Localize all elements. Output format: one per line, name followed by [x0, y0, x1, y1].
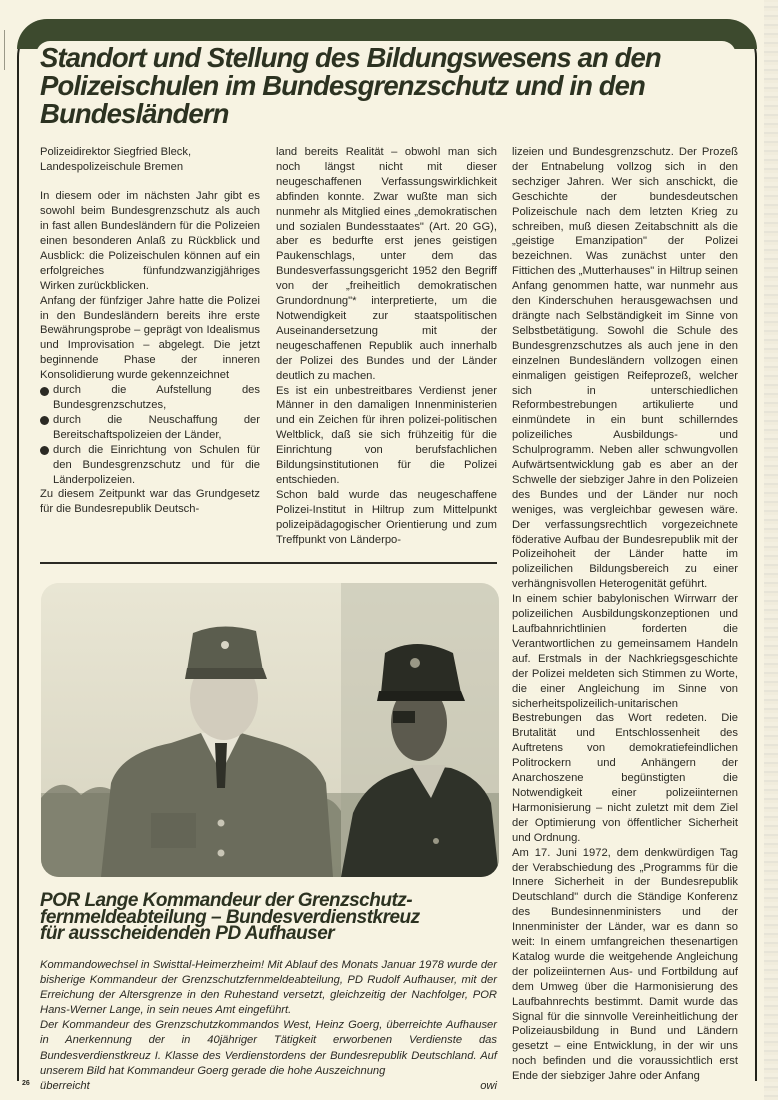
paragraph: Der Kommandeur des Grenzschutzkommandos West, Heinz Goerg, überreichte Aufhauser in Anerkennung der in 40jähriger Tätigkeit erworbenen Verdienste das Bundesverdienstkreuz I. Klasse des Verdienstordens der Bundesrepublik Deutschland. Auf unserem Bild hat Kommandeur Goerg gerade die hohe Auszeichnung — [40, 1019, 497, 1077]
article-column-2 — [276, 145, 497, 547]
paragraph: Kommandowechsel in Swisttal-Heimerzheim! Mit Ablauf des Monats Januar 1978 wurde der bisherige Kommandeur der Grenzschutzfernmeldeabteilung, PD Rudolf Aufhauser, mit der Erreichung der Altersgrenze in den Ruhestand versetzt, gleichzeitig der Nachfolger, POR Hans-Werner Lange, in sein neues Amt eingeführt. — [40, 959, 497, 1017]
bullet-item: durch die Aufstellung des Bundesgrenzschutzes, — [40, 383, 260, 413]
news-headline-line: für ausscheidenden PD Aufhauser — [40, 923, 335, 944]
paragraph: Es ist ein unbestreitbares Verdienst jener Männer in den damaligen Innenministerien und ein Zeichen für ihren polizei-politischen Weltblick, daß sie sich frühzeitig für die Einrichtung von berufsfachlichen Bildungsinstitutionen für die Polizei entschieden. — [276, 384, 497, 486]
paragraph: Zu diesem Zeitpunkt war das Grundgesetz für die Bundesrepublik Deutsch- — [40, 488, 260, 516]
headline-line: Standort und Stellung des Bildungswesens an den — [40, 42, 661, 73]
officers-photo-illustration — [41, 583, 499, 877]
article-column-1 — [40, 145, 260, 517]
author-byline — [40, 145, 260, 175]
paragraph: Am 17. Juni 1972, dem denkwürdigen Tag der Verabschiedung des „Programms für die Innere Sicherheit in der Bundesrepublik Deutschland" durch die Ständige Konferenz des Bundesinnenministers und der Innenminister der Länder, war es dann so weit: In einem umfangreichen thesenartigen Katalog wurde die weitgehende Angleichung der polizeiinternen Aus- und Fortbildung auf dem Umweg über die Harmonisierung des Laufbahnrechts bestimmt. Damit wurde das Signal für die sinnvolle Vereinheitlichung der Polizeiausbildung in Bund und Ländern gesetzt – eine Entwicklung, in der wir uns noch befinden und die voraussichtlich erst Ende der siebziger Jahre oder Anfang — [512, 846, 738, 1083]
paragraph: land bereits Realität – obwohl man sich noch längst nicht mit dieser neugeschaffenen Verfassungswirklichkeit abfinden konnte. Zwar wußte man sich nunmehr als Mitglied eines „demokratischen und sozialen Bundesstaates" (Art. 20 GG), aber es bedurfte erst jenes geistigen Paukenschlags, unter dem das Bundesverfassungsgericht 1952 den Begriff von der „freiheitlich demokratischen Grundordnung"* interpretierte, um die Notwendigkeit zur staatspolitischen Auseinandersetzung mit der neugeschaffenen Republik auch innerhalb der Polizei des Bundes und der Länder deutlich zu machen. — [276, 146, 497, 382]
author-name: Polizeidirektor Siegfried Bleck, — [40, 146, 192, 158]
paragraph: Schon bald wurde das neugeschaffene Polizei-Institut in Hiltrup zum Mittelpunkt polizeipädagogischer Orientierung und zum Treffpunkt von Länderpo- — [276, 488, 497, 546]
headline-line: Polizeischulen im Bundesgrenzschutz und in den — [40, 70, 645, 101]
article-headline — [40, 44, 756, 128]
headline-line: Bundesländern — [40, 98, 229, 129]
author-affiliation: Landespolizeischule Bremen — [40, 160, 184, 173]
article-column-3 — [512, 145, 738, 1084]
section-divider — [40, 562, 497, 564]
paragraph: In einem schier babylonischen Wirrwarr der polizeilichen Ausbildungskonzeptionen und Laufbahnrichtlinien forderten die Verantwortlichen zu gemeinsamem Handeln auf. Erstmals in der Nachkriegsgeschichte der Polizei meldeten sich Stimmen zu Worte, die einer Angleichung im Sinne von sicherheitspolizeilich-unitarischen Bestrebungen das Wort redeten. Die Brutalität und Entschlossenheit des Auftretens von demokratiefeindlichen Politrockern und Anhängern der Anarchoszene begünstigten die Notwendigkeit einer polizeiinternen Harmonisierung – nicht zuletzt mit dem Ziel der Optimierung von öffentlicher Sicherheit und Ordnung. — [512, 593, 738, 844]
page-number: 26 — [22, 1080, 30, 1087]
closing-word: überreicht — [40, 1079, 90, 1092]
paragraph: In diesem oder im nächsten Jahr gibt es sowohl beim Bundesgrenzschutz als auch in fast allen Bundesländern für die Polizeien einen besonderen Anlaß zu Rückblick und Ausblick: die Polizeischulen können auf ein erfolgreiches fünfundzwanzigjähriges Wirken zurückblicken. — [40, 190, 260, 292]
scan-edge — [4, 30, 5, 70]
bullet-list — [40, 383, 260, 487]
news-closing-line — [40, 1079, 497, 1094]
author-signature: owi — [480, 1079, 497, 1092]
bullet-item: durch die Neuschaffung der Bereitschaftspolizeien der Länder, — [40, 413, 260, 443]
paragraph: Anfang der fünfziger Jahre hatte die Polizei in den Bundesländern bereits ihre erste Bewährungsprobe – geprägt von Idealismus und Improvisation – abgelegt. Die jetzt beginnende Phase der inneren Konsolidierung wurde gekennzeichnet — [40, 294, 260, 382]
news-photo — [41, 583, 499, 877]
news-headline-line: fernmeldeabteilung – Bundesverdienstkreuz — [40, 906, 420, 928]
bullet-item: durch die Einrichtung von Schulen für den Bundesgrenzschutz und für die Länderpolizeien. — [40, 443, 260, 488]
paragraph: lizeien und Bundesgrenzschutz. Der Prozeß der Entnabelung vollzog sich in den sechziger Jahren. Wer sich anschickt, die Geschichte der bundesdeutschen Polizeischule nach dem letzten Krieg zu schreiben, muß diesen Zeitabschnitt als die „geistige Emanzipation" der Polizei bezeichnen. Was zunächst unter den Fittichen des „Mutterhauses" in Hiltrup seinen Anfang genommen hatte, war nunmehr aus den Kinderschuhen herausgewachsen und drängte nach Selbständigkeit im Sinne von Selbstbetätigung. Sowohl die Schule des Bundesgrenzschutzes als auch jene in den einzelnen Bundesländern vollzogen einen einmaligen geistigen Reifeprozeß, welcher sich in unterschiedlichen Reformbestrebungen artikulierte und einmündete in ein bunt schillerndes polizeiliches Ausbildungs- und Schulprogramm. Neben aller schwungvollen Aufwärtsentwicklung gab es aber an der Schwelle der siebziger Jahre in den Polizeien des Bundes und der Länder nur noch weniges, was vergleichbar gewesen wäre. Der verfassungsrechtlich vorgezeichnete föderative Aufbau der Bundesrepublik mit der Polizeihoheit der Länder hatte im polizeilichen Bildungsbereich zu einer verhängnisvollen Heterogenität geführt. — [512, 146, 738, 591]
news-headline-line: POR Lange Kommandeur der Grenzschutz- — [40, 890, 413, 911]
news-headline — [40, 890, 510, 944]
scan-edge-right — [764, 0, 778, 1100]
news-body — [40, 958, 497, 1094]
